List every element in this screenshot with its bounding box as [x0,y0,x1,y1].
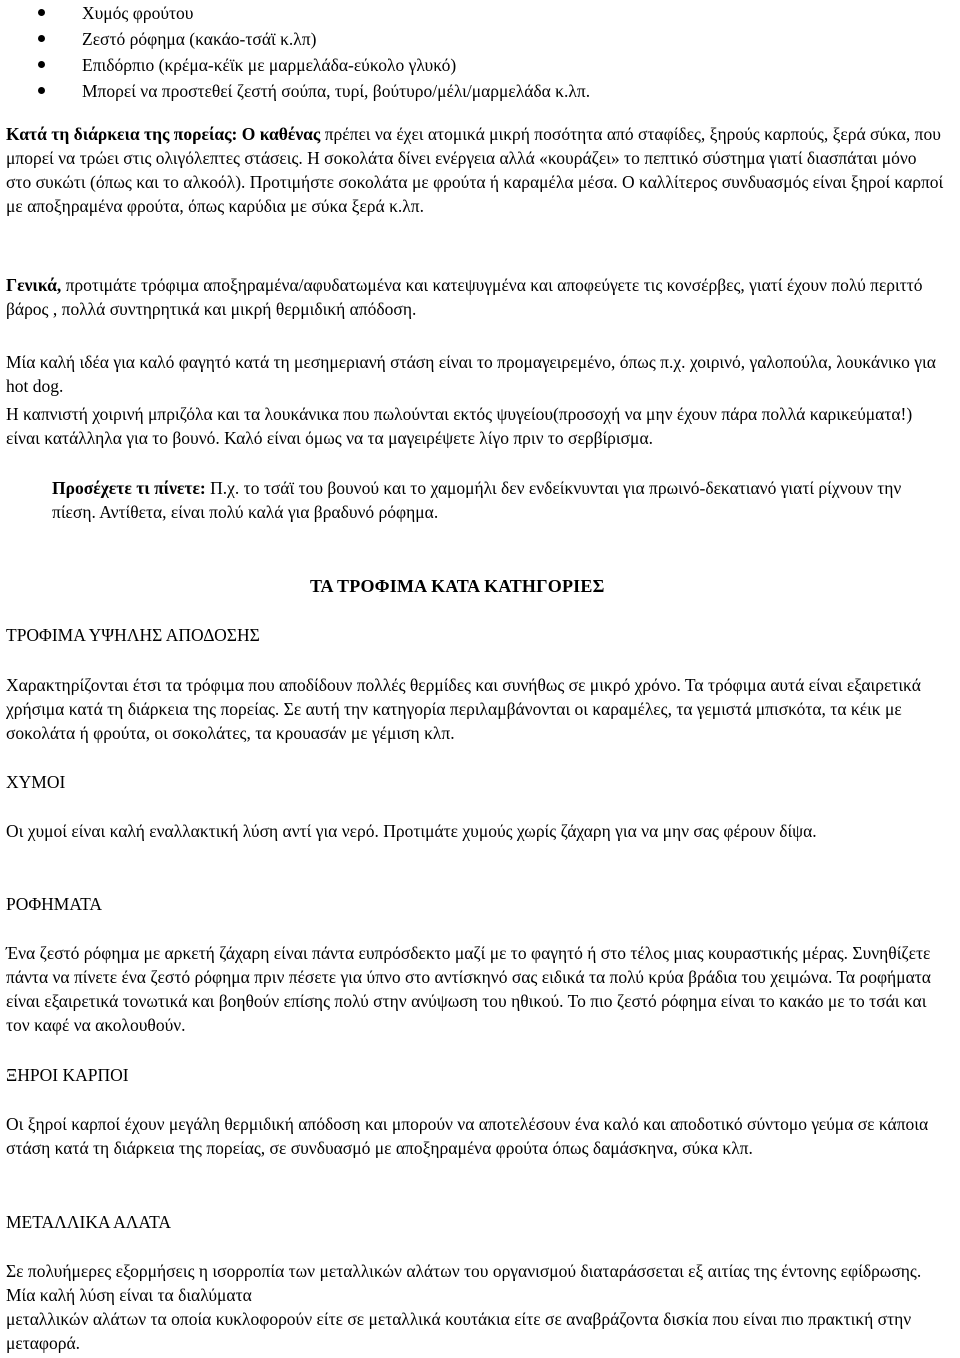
lunch-paragraph: Μία καλή ιδέα για καλό φαγητό κατά τη μεσημεριανή στάση είναι το προμαγειρεμένο, όπως π.χ. χοιρινό, γαλοπούλα, λουκάνικο για hot dog. [6,352,936,396]
section-title-nuts: ΞΗΡΟΙ ΚΑΡΠΟΙ [6,1065,129,1085]
list-item: Μπορεί να προστεθεί ζεστή σούπα, τυρί, βούτυρο/μέλι/μαρμελάδα κ.λπ. [38,78,918,104]
section-title-juices: ΧΥΜΟΙ [6,772,66,792]
bullet-list [38,0,918,104]
section-title-minerals: ΜΕΤΑΛΛΙΚΑ ΑΛΑΤΑ [6,1212,172,1232]
section-text-minerals: Σε πολυήμερες εξορμήσεις η ισορροπία των μεταλλικών αλάτων του οργανισμού διαταράσσεται εξ αιτίας της έντονης εφίδρωσης. Μία καλή λύση είναι τα διαλύματα μεταλλικών αλάτων τα οποία κυκλοφορούν είτε σε μεταλλικά κουτάκια είτε σε αναβράζοντα δισκία που είναι πιο πρακτική στην μεταφορά. [6,1261,922,1353]
during-march-paragraph: Κατά τη διάρκεια της πορείας: Ο καθένας πρέπει να έχει ατομικά μικρή ποσότητα από σταφίδες, ξηρούς καρπούς, ξερά σύκα, που μπορεί να τρώει στις ολιγόλεπτες στάσεις. Η σοκολάτα δίνει ενέργεια αλλά «κουράζει» το πεπτικό σύστημα γιατί διασπάται μόνο στο συκώτι (όπως και το αλκοόλ). Προτιμήστε σοκολάτα με φρούτα ή καραμέλα μέσα. Ο καλλίτερος συνδυασμός είναι ξηροί καρποί με αποξηραμένα φρούτα, όπως καρύδια με σύκα ξερά κ.λπ. [6,124,944,216]
bullet-icon [38,9,45,16]
general-paragraph: Γενικά, προτιμάτε τρόφιμα αποξηραμένα/αφυδατωμένα και κατεψυγμένα και αποφεύγετε τις κονσέρβες, γιατί έχουν πολύ περιττό βάρος , πολλά συντηρητικά και μικρή θερμιδική απόδοση. [6,275,923,319]
bullet-icon [38,35,45,42]
list-item: Ζεστό ρόφημα (κακάο-τσάϊ κ.λπ) [38,26,918,52]
section-text-nuts: Οι ξηροί καρποί έχουν μεγάλη θερμιδική απόδοση και μπορούν να αποτελέσουν ένα καλό και αποδοτικό σύντομο γεύμα σε κάποια στάση κατά τη διάρκεια της πορείας, σε συνδυασμό με αποξηραμένα φρούτα όπως δαμάσκηνα, σύκα κλπ. [6,1114,929,1158]
section-text-high-yield: Χαρακτηρίζονται έτσι τα τρόφιμα που αποδίδουν πολλές θερμίδες και συνήθως σε μικρό χρόνο. Τα τρόφιμα αυτά είναι εξαιρετικά χρήσιμα κατά τη διάρκεια της πορείας. Σε αυτή την κατηγορία περιλαμβάνονται οι καραμέλες, τα γεμιστά μπισκότα, τα κέικ με σοκολάτα ή φρούτα, οι σοκολάτες, τα κρουασάν με γέμιση κλπ. [6,675,921,743]
categories-heading: ΤΑ ΤΡΟΦΙΜΑ ΚΑΤΑ ΚΑΤΗΓΟΡΙΕΣ [310,576,605,596]
section-text-juices: Οι χυμοί είναι καλή εναλλακτική λύση αντί για νερό. Προτιμάτε χυμούς χωρίς ζάχαρη για να μην σας φέρουν δίψα. [6,821,817,841]
bullet-icon [38,61,45,68]
section-title-high-yield: ΤΡΟΦΙΜΑ ΥΨΗΛΗΣ ΑΠΟΔΟΣΗΣ [6,625,260,645]
section-text-drinks: Ένα ζεστό ρόφημα με αρκετή ζάχαρη είναι πάντα ευπρόσδεκτο μαζί με το φαγητό ή στο τέλος μιας κουραστικής μέρας. Συνηθίζετε πάντα να πίνετε ένα ζεστό ρόφημα πριν πέσετε για ύπνο στο αντίσκηνό σας ειδικά τα πολύ κρύα βράδια του χειμώνα. Τα ροφήματα είναι εξαιρετικά τονωτικά και βοηθούν επίσης πολύ στην ανύψωση του ηθικού. Το πιο ζεστό ρόφημα είναι το κακάο με το τσάι και τον καφέ να ακολουθούν. [6,943,931,1035]
attention-paragraph: Προσέχετε τι πίνετε: Π.χ. το τσάϊ του βουνού και το χαμομήλι δεν ενδείκνυνται για πρωινό-δεκατιανό γιατί ρίχνουν την πίεση. Αντίθετα, είναι πολύ καλά για βραδυνό ρόφημα. [52,478,902,522]
list-item: Επιδόρπιο (κρέμα-κέϊκ με μαρμελάδα-εύκολο γλυκό) [38,52,918,78]
section-title-drinks: ΡΟΦΗΜΑΤΑ [6,894,103,914]
smoked-meat-paragraph: Η καπνιστή χοιρινή μπριζόλα και τα λουκάνικα που πωλούνται εκτός ψυγείου(προσοχή να μην έχουν πάρα πολλά καρικεύματα!) είναι κατάλληλα για το βουνό. Καλό είναι όμως να τα μαγειρέψετε λίγο πριν το σερβίρισμα. [6,404,913,448]
list-item: Χυμός φρούτου [38,0,918,26]
bullet-icon [38,87,45,94]
